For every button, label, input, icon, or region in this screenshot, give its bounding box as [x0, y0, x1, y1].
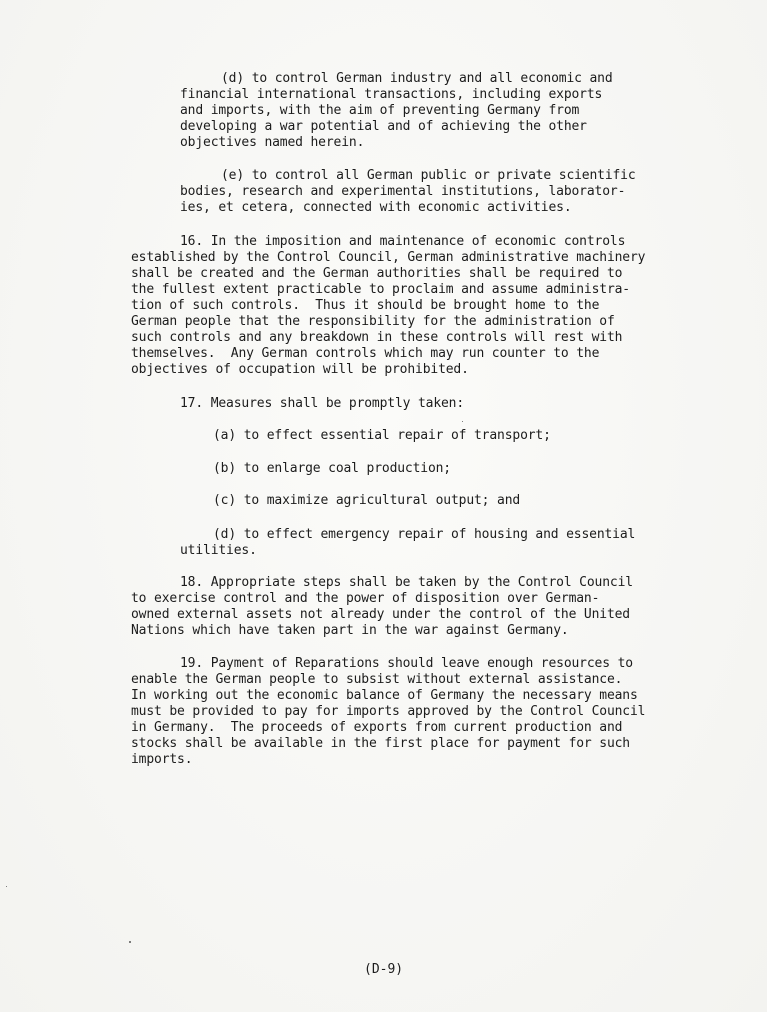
text-line: financial international transactions, including exports [180, 87, 603, 102]
text-line: 19. Payment of Reparations should leave enough resources to [180, 656, 633, 671]
text-line: objectives named herein. [180, 135, 365, 150]
text-line: owned external assets not already under the control of the United [131, 607, 630, 622]
text-line: to exercise control and the power of disposition over German- [131, 591, 600, 606]
text-line: established by the Control Council, German administrative machinery [131, 250, 646, 265]
text-line: bodies, research and experimental institutions, laborator- [180, 184, 626, 199]
scan-speck [6, 886, 7, 887]
text-line: German people that the responsibility for the administration of [131, 314, 615, 329]
text-line: (a) to effect essential repair of transport; [213, 428, 551, 443]
text-line: 17. Measures shall be promptly taken: [180, 396, 465, 411]
text-line: (d) to control German industry and all economic and [221, 71, 613, 86]
text-line: enable the German people to subsist without external assistance. [131, 672, 623, 687]
text-line: themselves. Any German controls which may run counter to the [131, 346, 600, 361]
text-line: 16. In the imposition and maintenance of economic controls [180, 234, 626, 249]
scan-speck [462, 421, 463, 422]
text-line: developing a war potential and of achieving the other [180, 119, 587, 134]
text-line: 18. Appropriate steps shall be taken by the Control Council [180, 575, 633, 590]
text-line: in Germany. The proceeds of exports from current production and [131, 720, 623, 735]
text-line: (b) to enlarge coal production; [213, 461, 451, 476]
page-number: (D-9) [364, 962, 404, 977]
scan-speck [129, 941, 131, 943]
text-line: Nations which have taken part in the war against Germany. [131, 623, 569, 638]
text-line: In working out the economic balance of Germany the necessary means [131, 688, 638, 703]
text-line: ies, et cetera, connected with economic activities. [180, 200, 572, 215]
text-line: (e) to control all German public or private scientific [221, 168, 636, 183]
text-line: objectives of occupation will be prohibited. [131, 362, 469, 377]
text-line: must be provided to pay for imports approved by the Control Council [131, 704, 646, 719]
text-line: tion of such controls. Thus it should be brought home to the [131, 298, 600, 313]
text-line: stocks shall be available in the first place for payment for such [131, 736, 630, 751]
text-line: imports. [131, 752, 193, 767]
text-line: and imports, with the aim of preventing Germany from [180, 103, 580, 118]
text-line: (d) to effect emergency repair of housing and essential [213, 527, 636, 542]
text-line: the fullest extent practicable to proclaim and assume administra- [131, 282, 630, 297]
text-line: such controls and any breakdown in these controls will rest with [131, 330, 623, 345]
text-line: shall be created and the German authorities shall be required to [131, 266, 623, 281]
text-line: (c) to maximize agricultural output; and [213, 493, 521, 508]
text-line: utilities. [180, 543, 257, 558]
